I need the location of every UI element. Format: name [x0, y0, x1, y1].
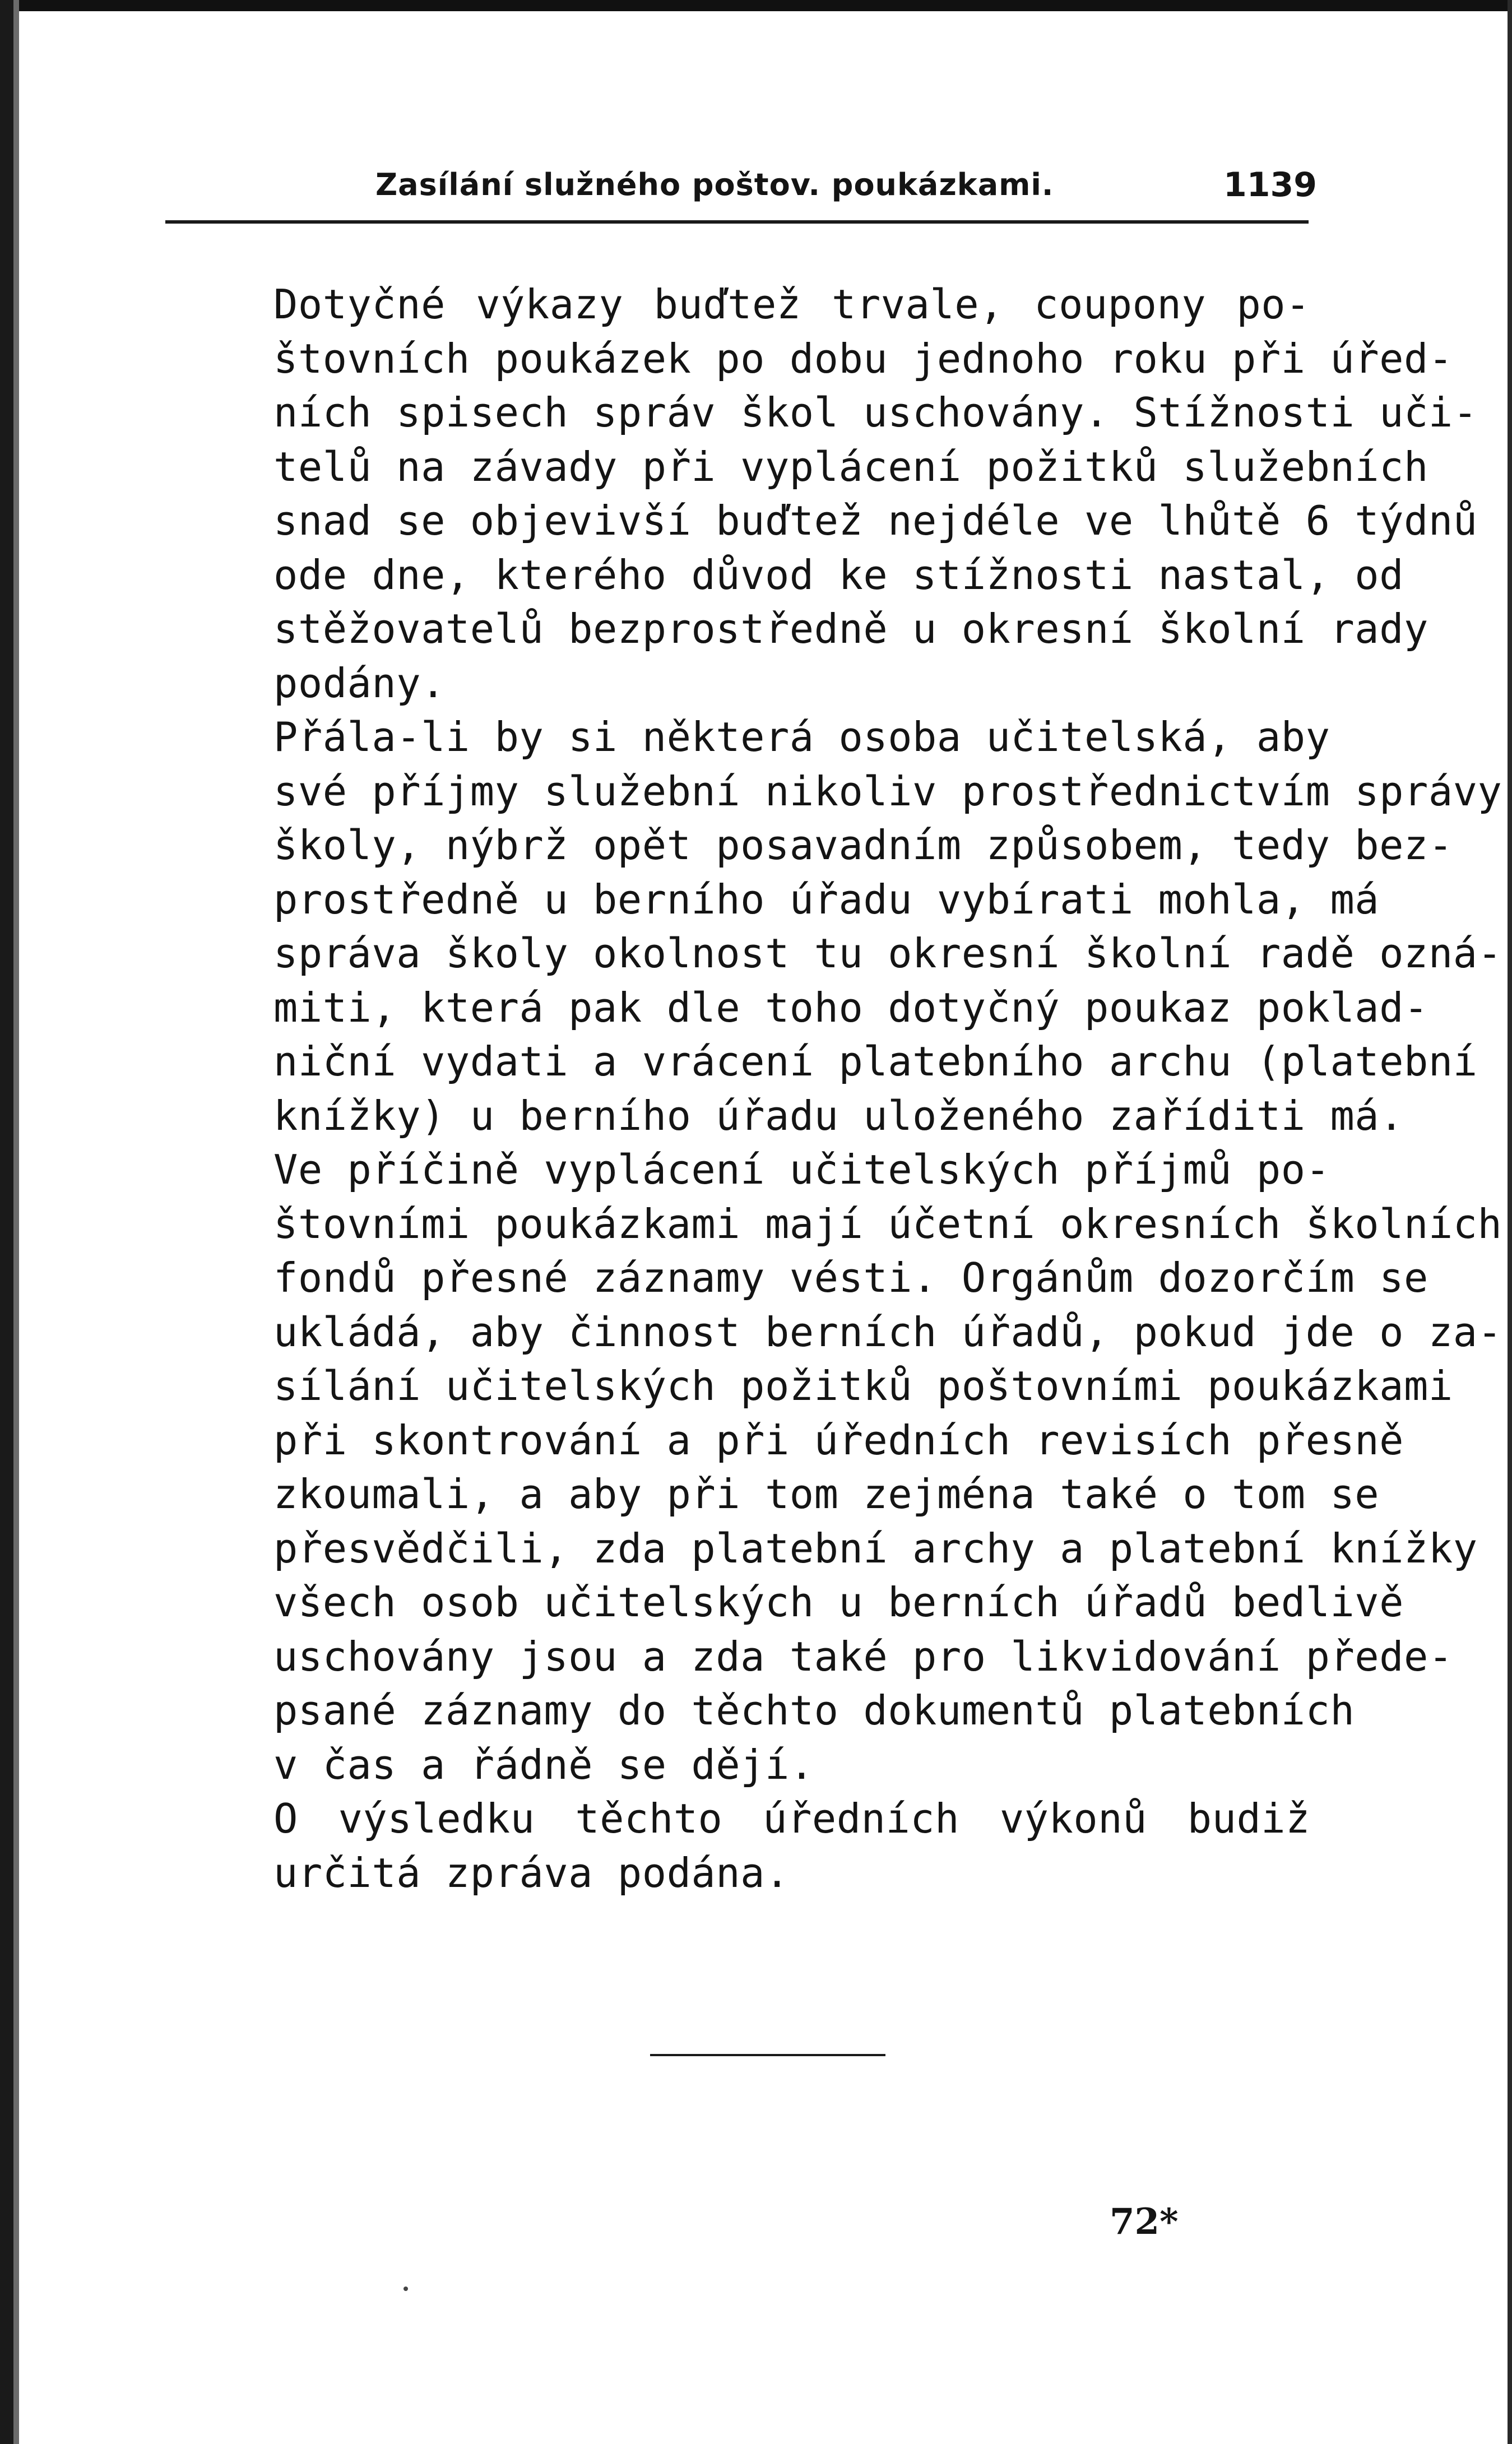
- scan-edge-top: [0, 0, 1512, 11]
- text-line: určitá zpráva podána.: [273, 1849, 790, 1896]
- text-line: ode dne, kterého důvod ke stížnosti nastal, od: [273, 551, 1404, 599]
- scan-speck: [403, 2287, 408, 2291]
- text-line: telů na závady při vyplácení požitků služebních: [273, 443, 1428, 490]
- running-title: Zasílání služného poštov. poukázkami.: [375, 167, 1054, 202]
- scan-edge-left: [0, 0, 13, 2444]
- text-line: stěžovatelů bezprostředně u okresní školní rady: [273, 605, 1428, 652]
- text-line: štovních poukázek po dobu jednoho roku při úřed-: [273, 335, 1453, 382]
- text-line: psané záznamy do těchto dokumentů platebních: [273, 1687, 1355, 1734]
- text-line: štovními poukázkami mají účetní okresních školních: [273, 1200, 1502, 1247]
- text-line: Ve příčině vyplácení učitelských příjmů po-: [273, 1146, 1330, 1193]
- text-line: Dotyčné výkazy buďtež trvale, coupony po-: [273, 281, 1310, 328]
- text-line: uschovány jsou a zda také pro likvidování přede-: [273, 1633, 1453, 1680]
- text-line: snad se objevivší buďtež nejdéle ve lhůtě 6 týdnů: [273, 497, 1478, 544]
- text-line: při skontrování a při úředních revisích přesně: [273, 1416, 1404, 1464]
- text-line: ukládá, aby činnost berních úřadů, pokud jde o za-: [273, 1308, 1502, 1356]
- text-line: O výsledku těchto úředních výkonů budiž: [273, 1795, 1310, 1842]
- text-line: podány.: [273, 659, 446, 707]
- paragraph: [167, 1792, 1310, 1900]
- paragraph: [167, 1143, 1502, 1792]
- text-line: niční vydati a vrácení platebního archu (platební: [273, 1038, 1478, 1085]
- paragraph: [167, 277, 1478, 710]
- text-line: sílání učitelských požitků poštovními poukázkami: [273, 1362, 1453, 1409]
- text-line: v čas a řádně se dějí.: [273, 1741, 814, 1788]
- scan-edge-right: [1508, 0, 1512, 2444]
- text-line: fondů přesné záznamy vésti. Orgánům dozorčím se: [273, 1254, 1428, 1301]
- header-rule: [165, 220, 1309, 224]
- text-line: všech osob učitelských u berních úřadů bedlivě: [273, 1579, 1404, 1626]
- signature-mark: 72*: [1110, 2201, 1179, 2243]
- text-line: prostředně u berního úřadu vybírati mohla, má: [273, 875, 1380, 923]
- text-line: přesvědčili, zda platební archy a platební knížky: [273, 1524, 1478, 1572]
- text-line: Přála-li by si některá osoba učitelská, aby: [273, 713, 1330, 760]
- text-line: ních spisech správ škol uschovány. Stížnosti uči-: [273, 389, 1478, 436]
- scan-edge-left-shadow: [13, 0, 19, 2444]
- text-line: miti, která pak dle toho dotyčný poukaz poklad-: [273, 984, 1428, 1031]
- text-line: správa školy okolnost tu okresní školní radě ozná-: [273, 930, 1502, 977]
- text-line: zkoumali, a aby při tom zejména také o tom se: [273, 1471, 1380, 1518]
- paragraph: [167, 710, 1502, 1143]
- body-text: [167, 277, 1502, 1900]
- end-rule: [650, 2054, 885, 2056]
- text-line: školy, nýbrž opět posavadním způsobem, tedy bez-: [273, 822, 1453, 869]
- text-line: knížky) u berního úřadu uloženého zaříditi má.: [273, 1092, 1404, 1139]
- page-number: 1139: [1223, 165, 1317, 205]
- text-line: své příjmy služební nikoliv prostřednictvím správy: [273, 767, 1502, 815]
